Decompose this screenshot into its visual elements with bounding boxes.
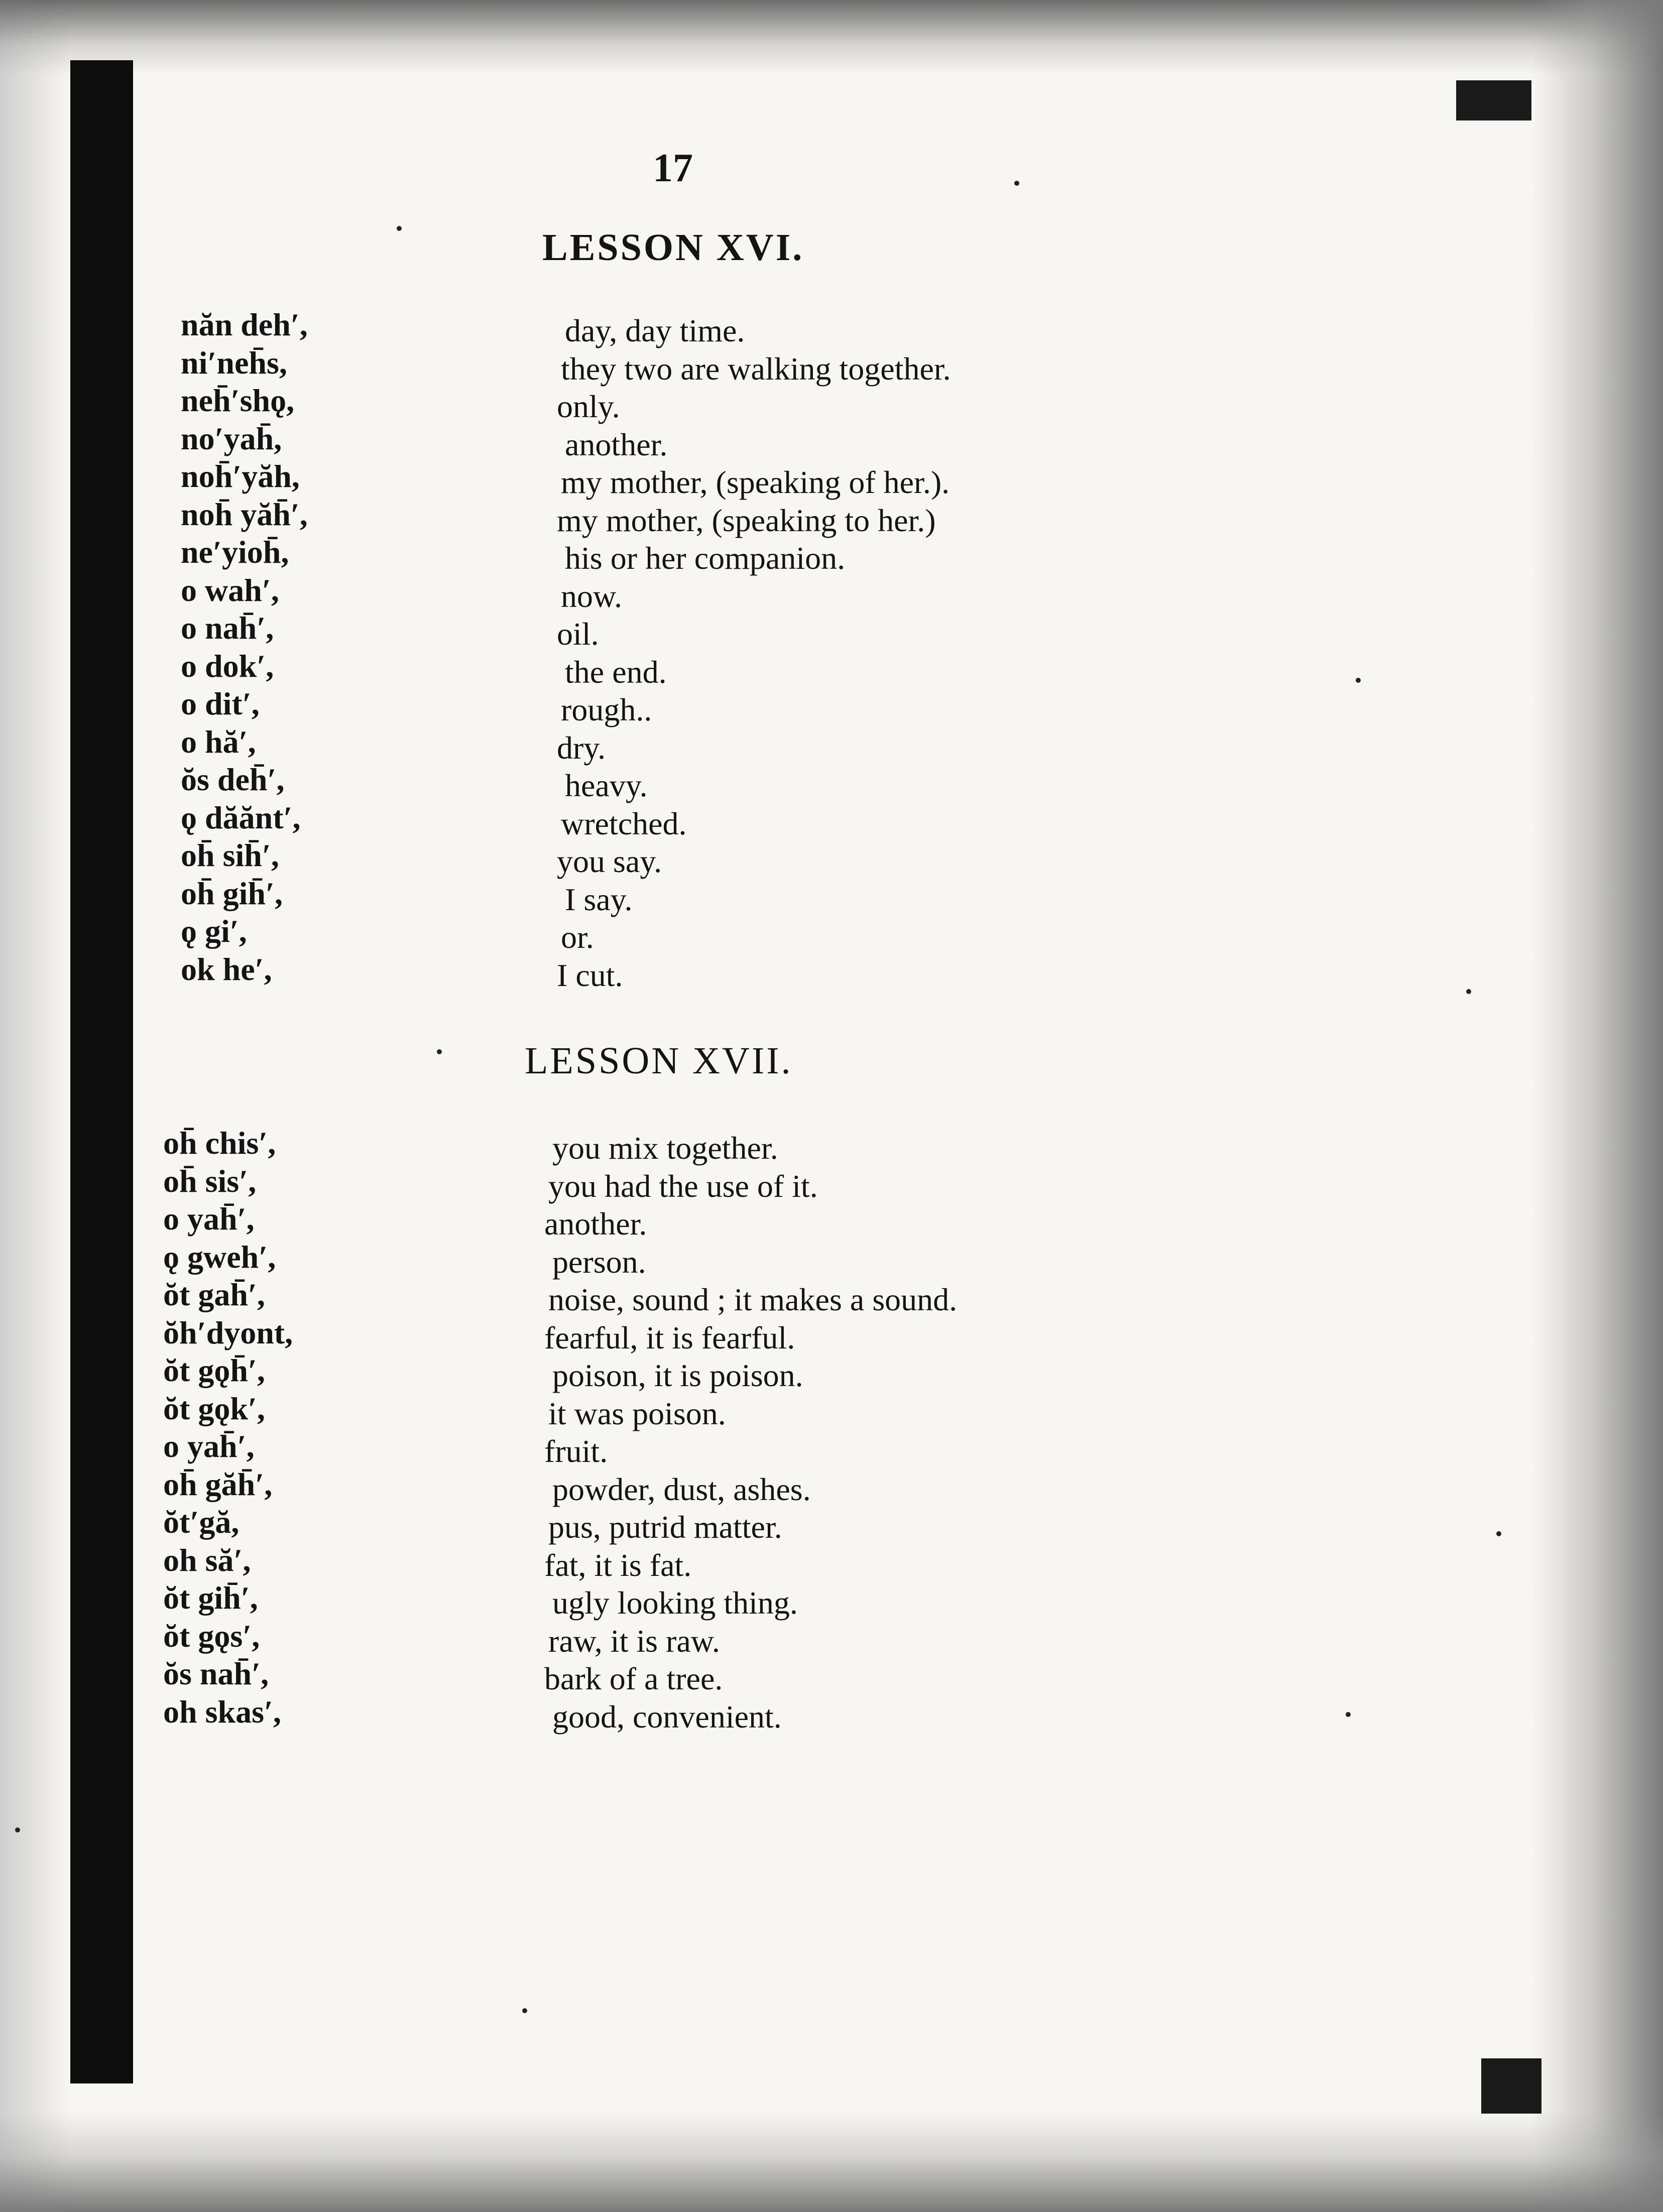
vocab-term: ŏt gǫh̄′, xyxy=(163,1353,265,1388)
vocab-meaning: fearful, it is fearful. xyxy=(544,1319,795,1356)
vocab-term: ni′neh̄s, xyxy=(181,344,287,381)
vocab-term: ŏt′gă, xyxy=(163,1504,240,1540)
vocab-meaning: my mother, (speaking to her.) xyxy=(557,502,936,538)
vocab-term: oh̄ gih̄′, xyxy=(181,875,283,911)
corner-mark-bottom-right xyxy=(1481,2058,1541,2114)
vocab-term: neh̄′shǫ, xyxy=(181,383,295,418)
print-speck xyxy=(15,1827,20,1832)
vocab-term: o dit′, xyxy=(181,686,260,721)
vocab-meaning: ugly looking thing. xyxy=(552,1585,798,1621)
vocab-term: ne′yioh̄, xyxy=(181,534,289,570)
vocab-term: oh skas′, xyxy=(163,1693,281,1730)
vocab-meaning: you had the use of it. xyxy=(548,1168,818,1204)
vocab-meaning: only. xyxy=(557,389,620,424)
vocab-term: ǫ gi′, xyxy=(181,913,247,949)
vocab-meaning: my mother, (speaking of her.). xyxy=(561,464,950,500)
vocab-meaning: you mix together. xyxy=(552,1130,778,1166)
vocab-term: ŏs nah̄′, xyxy=(163,1656,269,1691)
vocab-meaning: bark of a tree. xyxy=(544,1661,723,1696)
vocab-term: no′yah̄, xyxy=(181,420,282,456)
page-edge-top xyxy=(0,0,1663,75)
corner-mark-top-right xyxy=(1456,80,1531,120)
vocab-meaning: the end. xyxy=(565,654,667,690)
vocab-term: o yah̄′, xyxy=(163,1428,255,1464)
book-binding-shadow xyxy=(70,60,133,2083)
vocab-term: oh̄ chis′, xyxy=(163,1125,276,1161)
vocab-term: o wah′, xyxy=(181,572,279,608)
vocab-term: ŏt gǫs′, xyxy=(163,1618,260,1654)
vocab-meaning: day, day time. xyxy=(565,313,745,348)
vocab-meaning: another. xyxy=(565,426,668,462)
vocab-meaning: fat, it is fat. xyxy=(544,1547,692,1583)
print-speck xyxy=(1356,678,1361,683)
vocab-term: noh̄ yăh̄′, xyxy=(181,496,308,532)
print-speck xyxy=(1014,181,1019,186)
vocab-term: năn deh′, xyxy=(181,307,308,342)
vocab-term: ok he′, xyxy=(181,951,272,987)
vocab-term: o yah̄′, xyxy=(163,1201,255,1237)
vocab-term: ŏt gǫk′, xyxy=(163,1390,265,1426)
vocab-meaning: wretched. xyxy=(561,805,687,841)
vocab-meaning: heavy. xyxy=(565,768,648,803)
print-speck xyxy=(397,226,402,231)
vocab-meaning: it was poison. xyxy=(548,1395,726,1431)
vocab-term: oh̄ sih̄′, xyxy=(181,837,279,873)
vocab-meaning: you say. xyxy=(557,843,662,879)
vocab-term: ŏt gih̄′, xyxy=(163,1580,258,1616)
vocab-term: ŏt gah̄′, xyxy=(163,1277,265,1312)
print-speck xyxy=(1466,989,1471,994)
page-number: 17 xyxy=(653,146,693,190)
vocab-meaning: fruit. xyxy=(544,1433,608,1469)
vocab-meaning: rough.. xyxy=(561,692,652,727)
vocab-term: oh̄ găh̄′, xyxy=(163,1466,273,1502)
vocab-meaning: his or her companion. xyxy=(565,540,846,576)
vocab-term: o dok′, xyxy=(181,648,274,684)
vocab-meaning: dry. xyxy=(557,729,606,766)
vocab-meaning: they two are walking together. xyxy=(561,350,951,387)
vocab-term: noh̄′yăh, xyxy=(181,458,300,494)
vocab-term: oh̄ sis′, xyxy=(163,1163,257,1199)
print-speck xyxy=(437,1049,442,1054)
vocab-meaning: raw, it is raw. xyxy=(548,1623,720,1659)
vocab-term: ŏh′dyont, xyxy=(163,1314,293,1350)
vocab-meaning: oil. xyxy=(557,616,599,652)
vocab-term: ŏs deh̄′, xyxy=(181,762,285,797)
vocab-term: o hă′, xyxy=(181,723,256,760)
vocab-meaning: I say. xyxy=(565,881,633,917)
vocab-term: ǫ gweh′, xyxy=(163,1239,276,1275)
page-edge-left xyxy=(0,0,70,2212)
vocab-meaning: pus, putrid matter. xyxy=(548,1509,782,1545)
vocab-meaning: powder, dust, ashes. xyxy=(552,1471,811,1507)
vocab-term: ǫ dăănt′, xyxy=(181,799,301,835)
page-edge-bottom xyxy=(0,2112,1663,2212)
lesson-heading: LESSON XVII. xyxy=(525,1040,793,1082)
vocab-term: o nah̄′, xyxy=(181,610,274,646)
print-speck xyxy=(1346,1712,1351,1717)
vocab-meaning: person. xyxy=(552,1244,646,1280)
lesson-heading: LESSON XVI. xyxy=(542,226,804,269)
print-speck xyxy=(1496,1531,1501,1536)
vocab-meaning: now. xyxy=(561,578,623,614)
vocab-meaning: or. xyxy=(561,919,594,955)
print-speck xyxy=(522,2008,527,2013)
vocab-meaning: good, convenient. xyxy=(552,1698,782,1735)
vocab-term: oh să′, xyxy=(163,1542,251,1578)
vocab-meaning: poison, it is poison. xyxy=(552,1358,803,1393)
vocab-meaning: another. xyxy=(544,1206,647,1242)
page-edge-right xyxy=(1532,0,1663,2212)
vocab-meaning: noise, sound ; it makes a sound. xyxy=(548,1282,958,1317)
vocab-meaning: I cut. xyxy=(557,957,623,993)
